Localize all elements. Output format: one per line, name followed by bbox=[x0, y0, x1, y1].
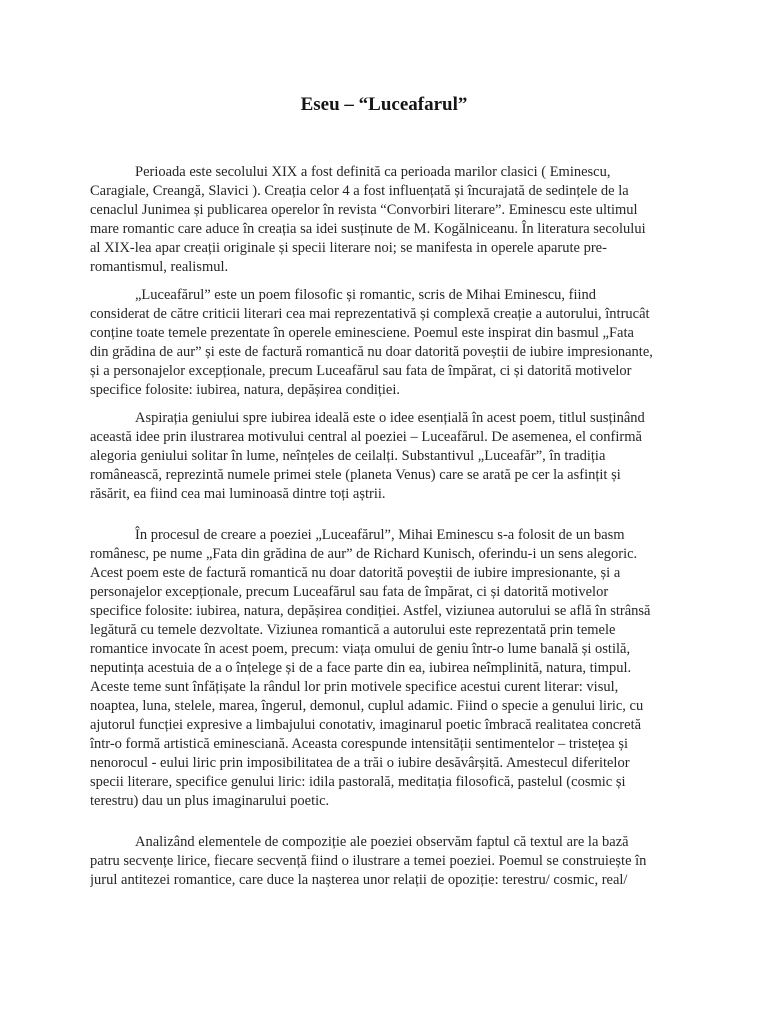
paragraph-line: conține toate temele prezentate în operele eminesciene. Poemul este inspirat din basmul „Fata bbox=[90, 325, 634, 341]
paragraph-line: ajutorul funcției expresive a limbajului conotativ, imaginarul poetic îmbracă realitatea concretă bbox=[90, 717, 642, 733]
paragraph-line: românească, reprezintă numele primei stele (planeta Venus) care se arată pe cer la asfințit și bbox=[90, 467, 621, 483]
paragraph-line: românesc, pe nume „Fata din grădina de aur” de Richard Kunisch, oferindu-i un sens alegoric. bbox=[90, 546, 638, 562]
paragraph-line: nenorocul - eului liric prin imposibilitatea de a trăi o iubire desăvârșită. Amestecul diferitelor bbox=[90, 755, 630, 771]
paragraph-line: considerat de către criticii literari cea mai reprezentativă și complexă creație a autorului, întrucât bbox=[90, 306, 650, 322]
paragraph-line: Caragiale, Creangă, Slavici ). Creația celor 4 a fost influențată și încurajată de sedințele de la bbox=[90, 183, 629, 199]
paragraph-line: terestru) dau un plus imaginarului poetic. bbox=[90, 793, 330, 809]
paragraph-line: specifice folosite: iubirea, natura, depășirea condiției. bbox=[90, 382, 401, 398]
paragraph bbox=[90, 286, 690, 400]
paragraph-line: Aspirația geniului spre iubirea ideală este o idee esențială în acest poem, titlul susținând bbox=[135, 410, 645, 426]
paragraph-line: noaptea, luna, stelele, marea, îngerul, demonul, cuplul adamic. Fiind o specie a genului liric, cu bbox=[90, 698, 644, 714]
paragraph-line: răsărit, ea fiind cea mai luminoasă dintre toți aștrii. bbox=[90, 486, 386, 502]
paragraph-line: specifice folosite: iubirea, natura, depășirea condiției. Astfel, viziunea autorului se află în strânsă bbox=[90, 603, 651, 619]
paragraph bbox=[90, 526, 690, 811]
paragraph-line: într-o formă artistică eminesciană. Aceasta corespunde intensității sentimentelor – tristețea și bbox=[90, 736, 629, 752]
document-title: Eseu – “Luceafarul” bbox=[300, 94, 468, 115]
paragraph-line: această idee prin ilustrarea motivului central al poeziei – Luceafărul. De asemenea, el confirmă bbox=[90, 429, 642, 445]
paragraph bbox=[90, 163, 690, 277]
paragraph-line: din grădina de aur” și este de factură romantică nu doar datorită poveștii de iubire impresionante, bbox=[90, 344, 653, 360]
paragraph-line: patru secvențe lirice, fiecare secvență fiind o ilustrare a temei poeziei. Poemul se construiește în bbox=[90, 853, 647, 869]
paragraph-line: romantice invocate în acest poem, precum: viața omului de geniu într-o lume banală și ostilă, bbox=[90, 641, 631, 657]
paragraph-line: neputința acestuia de a o înțelege și de a face parte din ea, iubirea neîmplinită, natura, timpul. bbox=[90, 660, 632, 676]
paragraph-line: Aceste teme sunt înfățișate la rândul lor prin motivele specifice acestui curent literar: visul, bbox=[90, 679, 619, 695]
paragraph-line: „Luceafărul” este un poem filosofic și romantic, scris de Mihai Eminescu, fiind bbox=[135, 287, 597, 303]
paragraph-line: specii literare, specifice genului liric: idila pastorală, meditația filosofică, pastelul (cosmic și bbox=[90, 774, 626, 790]
paragraph-line: Acest poem este de factură romantică nu doar datorită poveștii de iubire impresionante, și a bbox=[90, 565, 621, 581]
paragraph-line: În procesul de creare a poeziei „Luceafărul”, Mihai Eminescu s-a folosit de un basm bbox=[135, 527, 625, 543]
paragraph-line: mare romantic care aduce în creația sa idei susținute de M. Kogălniceanu. În literatura secolului bbox=[90, 221, 646, 237]
paragraph-line: Perioada este secolului XIX a fost definită ca perioada marilor clasici ( Eminescu, bbox=[135, 164, 611, 180]
paragraph bbox=[90, 409, 690, 504]
paragraph bbox=[90, 833, 690, 890]
paragraph-line: Analizând elementele de compoziție ale poeziei observăm faptul că textul are la bază bbox=[135, 834, 629, 850]
paragraph-line: legătură cu temele dezvoltate. Viziunea romantică a autorului este reprezentată prin temele bbox=[90, 622, 616, 638]
paragraph-line: alegoria geniului solitar în lume, neînțeles de ceilalți. Substantivul „Luceafăr”, în tradiția bbox=[90, 448, 606, 464]
paragraph-line: jurul antitezei romantice, care duce la nașterea unor relații de opoziție: terestru/ cosmic, real/ bbox=[90, 872, 628, 888]
paragraph-line: personajelor excepționale, precum Luceafărul sau fata de împărat, ci și datorită motivelor bbox=[90, 584, 609, 600]
paragraph-line: cenaclul Junimea și publicarea operelor în revista “Convorbiri literare”. Eminescu este ultimul bbox=[90, 202, 638, 218]
paragraph-line: și a personajelor excepționale, precum Luceafărul sau fata de împărat, ci și datorită motivelor bbox=[90, 363, 632, 379]
document-body bbox=[90, 163, 690, 890]
paragraph-line: al XIX-lea apar creații originale și specii literare noi; se manifesta in operele aparute pre- bbox=[90, 240, 607, 256]
paragraph-line: romantismul, realismul. bbox=[90, 259, 229, 275]
